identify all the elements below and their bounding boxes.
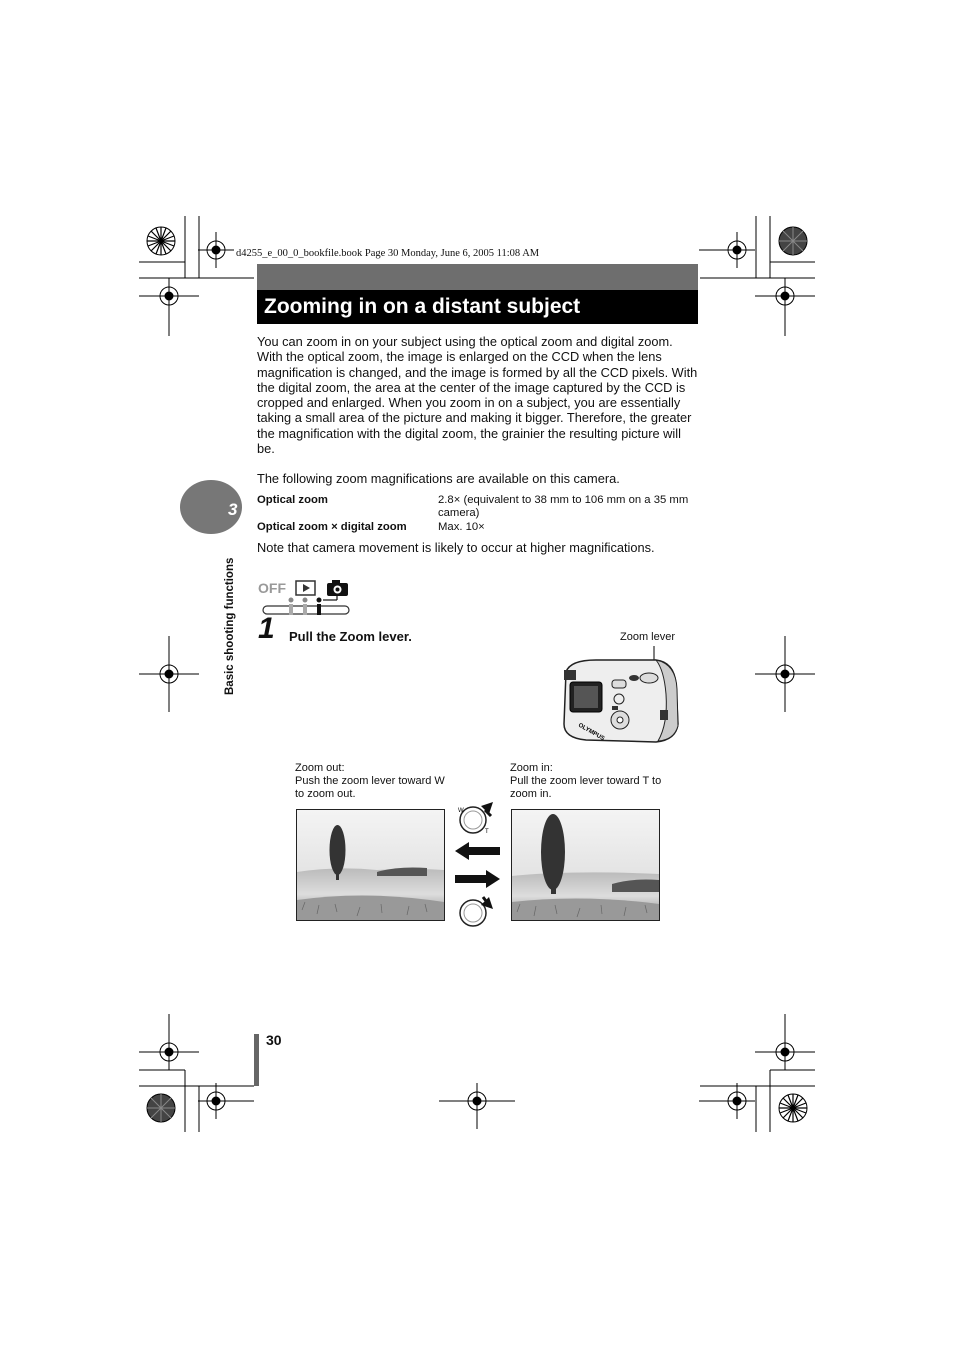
magnifications-intro: The following zoom magnifications are available on this camera. [257,471,620,486]
lever-t-label: T [485,829,489,835]
zoom-out-text: Push the zoom lever toward W to zoom out. [295,775,445,800]
zoom-out-heading: Zoom out: [295,762,345,774]
camera-illustration [556,644,681,744]
spec-label-digital: Optical zoom × digital zoom [257,521,407,533]
lever-w-label: W [458,808,464,814]
intro-paragraph: You can zoom in on your subject using the optical zoom and digital zoom. With the optical zoom, the image is enlarged on the CCD when the lens magnification is changed, and the image is formed by all the CCD pixels. With the digital zoom, the area at the center of the image captured by the CCD is cropped and enlarged. When you zoom in on a subject, you are essentially taking a small area of the picture and making it bigger. Therefore, the greater the magnification with the digital zoom, the grainier the resulting picture will be. [257,334,698,457]
mode-off-label: OFF [258,580,286,596]
zoom-in-heading: Zoom in: [510,762,553,774]
zoom-lever-label: Zoom lever [620,631,676,643]
page-title: Zooming in on a distant subject [257,290,698,324]
chapter-label: Basic shooting functions [224,557,236,695]
zoom-out-photo [296,809,445,921]
spec-value-optical: 2.8× (equivalent to 38 mm to 106 mm on a 35 mm camera) [438,494,689,519]
arrow-left-icon [455,842,500,860]
spec-value-digital: Max. 10× [438,521,485,533]
step-number: 1 [258,612,275,645]
note-text: Note that camera movement is likely to occur at higher magnifications. [257,540,655,555]
chapter-number: 3 [228,500,238,519]
zoom-in-photo [511,809,660,921]
zoom-lever-in-icon [455,893,497,929]
spec-label-optical: Optical zoom [257,494,328,506]
zoom-lever-out-icon [455,800,497,836]
title-bar-top [257,264,698,290]
zoom-in-text: Pull the zoom lever toward T to zoom in. [510,775,662,800]
file-info: d4255_e_00_0_bookfile.book Page 30 Monday, June 6, 2005 11:08 AM [236,248,540,259]
page-number: 30 [266,1032,282,1048]
step-text: Pull the Zoom lever. [289,629,412,644]
page-number-bar [254,1034,259,1086]
camera-brand: OLYMPUS [577,722,606,743]
arrow-right-icon [455,870,500,888]
